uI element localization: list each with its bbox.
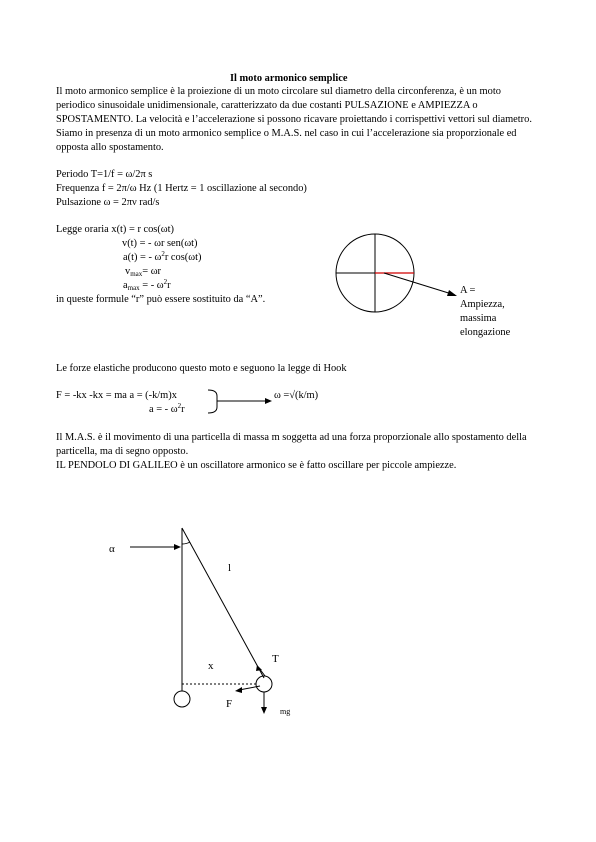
- mas-text-2: IL PENDOLO DI GALILEO è un oscillatore armonico se è fatto oscillare per piccole ampiezze.: [56, 460, 457, 471]
- force-arrow-head: [235, 687, 242, 693]
- legge-oraria-x: Legge oraria x(t) = r cos(ωt): [56, 224, 174, 235]
- page-title: Il moto armonico semplice: [230, 73, 348, 84]
- weight-label: mg: [280, 707, 291, 716]
- circle-label-line-2: Ampiezza,: [460, 299, 505, 310]
- hook-bracket: [208, 390, 272, 413]
- tension-arrow-head: [256, 665, 262, 671]
- mas-text-1: Il M.A.S. è il movimento di una particella di massa m soggetta ad una forza proporzionale allo spostamento della particella, ma di segno opposto.: [56, 432, 527, 457]
- weight-arrow-head: [261, 707, 267, 714]
- pendulum-diagram: [109, 528, 290, 716]
- alpha-label: α: [109, 543, 115, 555]
- tension-label: T: [272, 653, 279, 665]
- legge-oraria-vmax: $v_{max}= \omega r$: [125, 266, 162, 278]
- formula-pulsazione: Pulsazione ω = 2πν rad/s: [56, 197, 160, 208]
- alpha-arrow-head: [174, 544, 181, 550]
- formula-note: in queste formule “r” può essere sostituito da “A”.: [56, 294, 266, 305]
- intro-text: Il moto armonico semplice è la proiezione di un moto circolare sul diametro della circonferenza, è un moto periodico sinusoidale unidimensionale, caratterizzato da due costanti PULSAZIONE e AMPIEZZA o SPOSTAMENTO. La velocità e l’accelerazione si possono ricavare proiettando i corrispettivi vettori sul diametro. Siamo in presenza di un moto armonico semplice o M.A.S. nel caso in cui l’accelerazione sia proporzionale ed opposta allo spostamento.: [56, 86, 532, 153]
- formula-periodo: Periodo T=1/f = ω/2π s: [56, 169, 153, 180]
- hook-line-1: F = -kx -kx = ma a = (-k/m)x: [56, 390, 177, 401]
- hook-intro: Le forze elastiche producono questo moto e seguono la legge di Hook: [56, 363, 347, 374]
- legge-oraria-amax: $a_{max}$ = - $\omega^2r$: [123, 278, 171, 292]
- circle-label-line-4: elongazione: [460, 327, 511, 338]
- length-label: l: [228, 562, 232, 574]
- force-label: F: [226, 698, 233, 710]
- pendulum-string: [182, 528, 264, 678]
- formula-frequenza: Frequenza f = 2π/ω Hz (1 Hertz = 1 oscillazione al secondo): [56, 183, 307, 194]
- bracket-shape: [208, 390, 217, 413]
- displaced-bob: [256, 676, 272, 692]
- amplitude-arrow-head: [447, 290, 457, 296]
- circle-label-line-3: massima: [460, 313, 497, 324]
- displacement-label: x: [208, 660, 214, 672]
- legge-oraria-v: v(t) = - ωr sen(ωt): [122, 238, 198, 249]
- rest-bob: [174, 691, 190, 707]
- bracket-arrow-head: [265, 398, 272, 404]
- amplitude-arrow-line: [384, 273, 455, 295]
- circle-label-line-1: A =: [460, 285, 476, 296]
- angle-arc: [182, 542, 190, 544]
- hook-result: ω =√(k/m): [274, 390, 319, 401]
- hook-line-2: a = - $\omega^2r$: [149, 402, 185, 415]
- circle-diagram: [336, 234, 457, 312]
- legge-oraria-a: a(t) = - $\omega^2r$ cos(ωt): [123, 250, 202, 263]
